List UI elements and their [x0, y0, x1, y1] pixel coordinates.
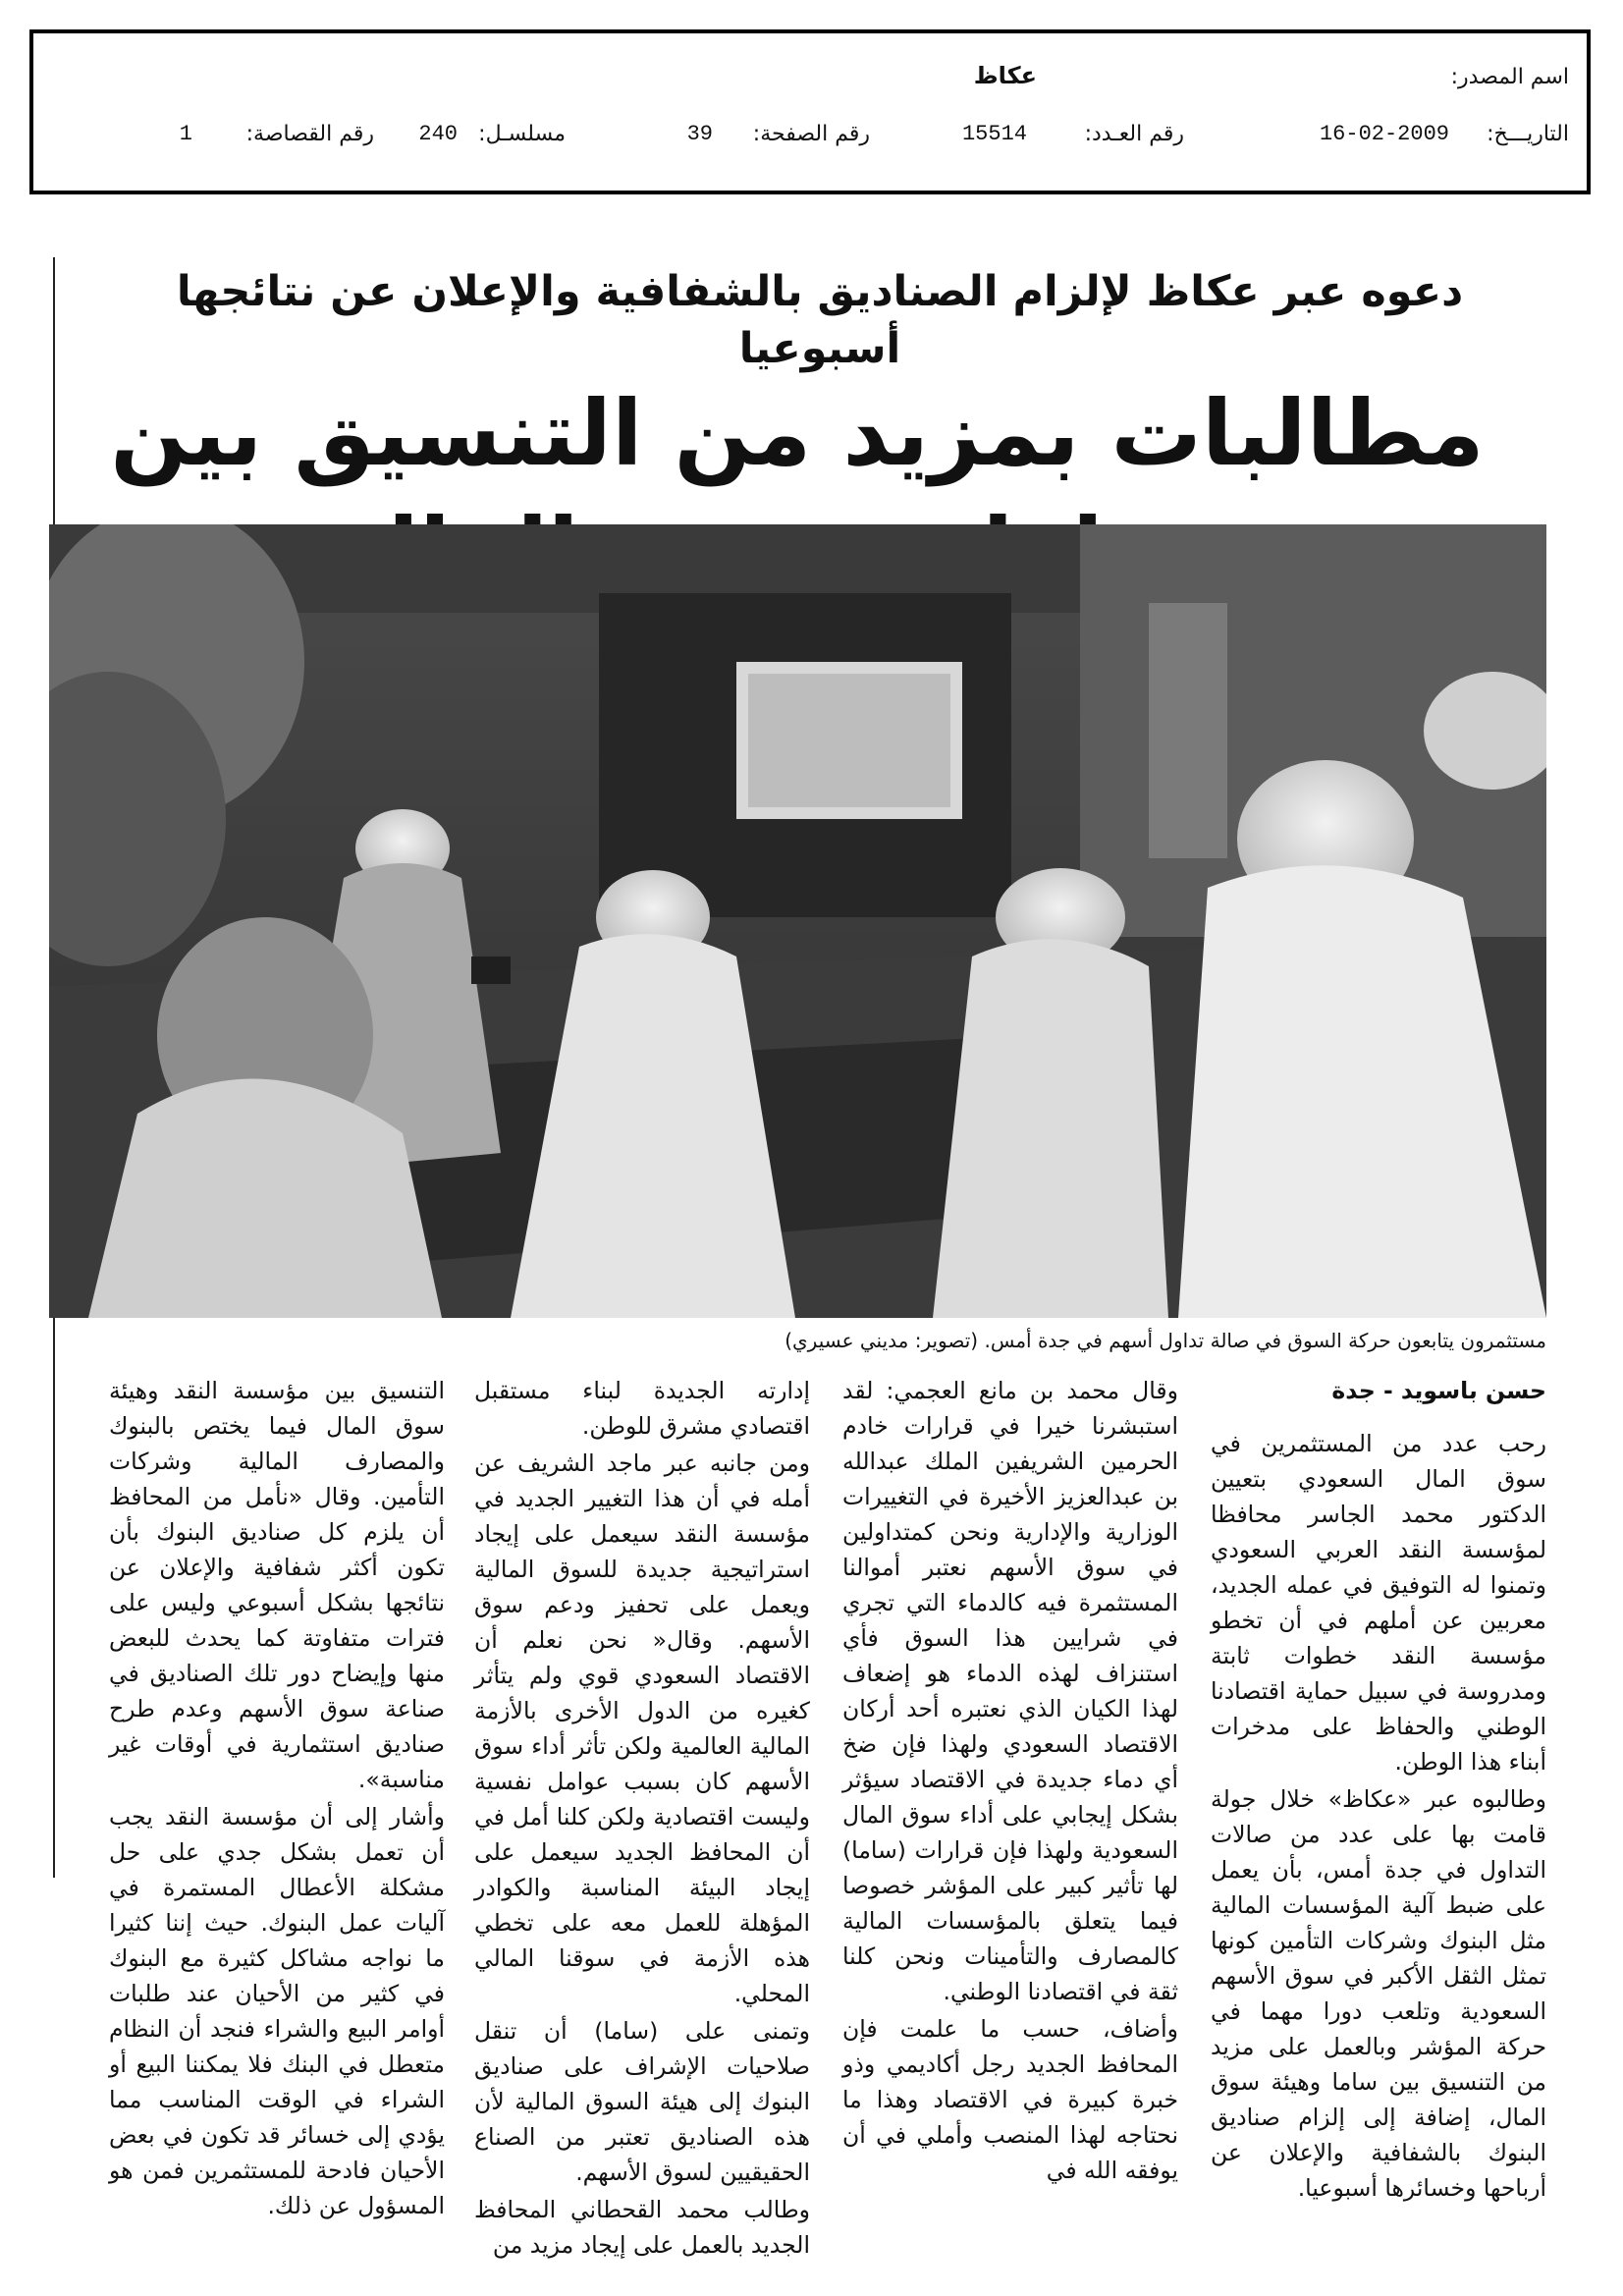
date-value: 16-02-2009: [1319, 122, 1449, 146]
source-value: عكاظ: [973, 62, 1037, 89]
article-column-2: [842, 1373, 1178, 2190]
serial-label: مسلسـل:: [478, 122, 566, 146]
paragraph: وطالب محمد القحطاني المحافظ الجديد بالعمل على إيجاد مزيد من: [474, 2196, 810, 2259]
paragraph: إدارته الجديدة لبناء مستقبل اقتصادي مشرق للوطن.: [474, 1377, 810, 1440]
page-value: 39: [686, 122, 713, 146]
article-kicker: دعوه عبر عكاظ لإلزام الصناديق بالشفافية والإعلان عن نتائجها أسبوعيا: [176, 267, 1464, 373]
paragraph: التنسيق بين مؤسسة النقد وهيئة سوق المال فيما يختص بالبنوك والمصارف المالية وشركات التأمين. وقال «نأمل من المحافظ أن يلزم كل صناديق البنوك بأن تكون أكثر شفافية والإعلان عن نتائجها بشكل أسبوعي وليس على فترات متفاوتة كما يحدث للبعض منها وإيضاح دور تلك الصناديق في صناعة سوق الأسهم وعدم طرح صناديق استثمارية في أوقات غير مناسبة».: [109, 1377, 445, 1793]
source-label: اسم المصدر:: [1450, 65, 1569, 89]
paragraph: وطالبوه عبر «عكاظ» خلال جولة قامت بها على عدد من صالات التداول في جدة أمس، بأن يعمل على ضبط آلية المؤسسات المالية مثل البنوك وشركات التأمين كونها تمثل الثقل الأكبر في سوق الأسهم السعودية وتلعب دورا مهما في حركة المؤشر وبالعمل على مزيد من التنسيق بين ساما وهيئة سوق المال، إضافة إلى إلزام صناديق البنوك بالشفافية والإعلان عن أرباحها وخسائرها أسبوعيا.: [1211, 1785, 1546, 2202]
serial-value: 240: [418, 122, 458, 146]
issue-value: 15514: [961, 122, 1027, 146]
paragraph: وتمنى على (ساما) أن تنقل صلاحيات الإشراف على صناديق البنوك إلى هيئة السوق المالية لأن هذه الصناديق تعتبر من الصناع الحقيقيين لسوق الأسهم.: [474, 2017, 810, 2186]
article-column-4: [109, 1373, 445, 2225]
clipping-info-box: [29, 29, 1591, 194]
byline: حسن باسويد - جدة: [1331, 1377, 1546, 1404]
clip-value: 1: [179, 122, 192, 146]
paragraph: ومن جانبه عبر ماجد الشريف عن أمله في أن هذا التغيير الجديد في مؤسسة النقد سيعمل على إيجاد استراتيجية جديدة للسوق المالية ويعمل على تحفيز ودعم سوق الأسهم. وقال« نحن نعلم أن الاقتصاد السعودي قوي ولم يتأثر كغيره من الدول الأخرى بالأزمة المالية العالمية ولكن تأثر أداء سوق الأسهم كان بسبب عوامل نفسية وليست اقتصادية ولكن كلنا أمل في أن المحافظ الجديد سيعمل على إيجاد البيئة المناسبة والكوادر المؤهلة للعمل معه على تخطي هذه الأزمة في سوقنا المالي المحلي.: [474, 1449, 810, 2007]
page-label: رقم الصفحة:: [752, 122, 870, 146]
clip-label: رقم القصاصة:: [245, 122, 374, 146]
date-label: التاريـــخ:: [1487, 122, 1569, 146]
paragraph: رحب عدد من المستثمرين في سوق المال السعودي بتعيين الدكتور محمد الجاسر محافظا لمؤسسة النقد العربي السعودي وتمنوا له التوفيق في عمله الجديد، معربين عن أملهم في أن تخطو مؤسسة النقد خطوات ثابتة ومدروسة في سبيل حماية اقتصادنا الوطني والحفاظ على مدخرات أبناء هذا الوطن.: [1211, 1430, 1546, 1776]
article-headline: مطالبات بمزيد من التنسيق بين: [110, 381, 1485, 486]
paragraph: وأضاف، حسب ما علمت فإن المحافظ الجديد رجل أكاديمي وذو خبرة كبيرة في الاقتصاد وهذا ما نحتاجه لهذا المنصب وأملي في أن يوفقه الله في: [842, 2015, 1178, 2184]
photo-caption: مستثمرون يتابعون حركة السوق في صالة تداول أسهم في جدة أمس. (تصوير: مديني عسيري): [784, 1329, 1546, 1352]
paragraph: وقال محمد بن مانع العجمي: لقد استبشرنا خيرا في قرارات خادم الحرمين الشريفين الملك عبدالله بن عبدالعزيز الأخيرة في التغييرات الوزارية والإدارية ونحن كمتداولين في سوق الأسهم نعتبر أموالنا المستثمرة فيه كالدماء التي تجري في شرايين هذا السوق فأي استنزاف لهذه الدماء هو إضعاف لهذا الكيان الذي نعتبره أحد أركان الاقتصاد السعودي ولهذا فإن ضخ أي دماء جديدة في الاقتصاد سيؤثر بشكل إيجابي على أداء سوق المال السعودية ولهذا فإن قرارات (ساما) لها تأثير كبير على المؤشر خصوصا فيما يتعلق بالمؤسسات المالية كالمصارف والتأمينات ونحن كلنا ثقة في اقتصادنا الوطني.: [842, 1377, 1178, 2005]
issue-label: رقم العـدد:: [1084, 122, 1184, 146]
trading-hall-photo: [49, 524, 1546, 1318]
article-photo: [49, 524, 1546, 1318]
article-column-3: [474, 1373, 810, 2265]
article-column-1: [1211, 1373, 1546, 2208]
paragraph: وأشار إلى أن مؤسسة النقد يجب أن تعمل بشكل جدي على حل مشكلة الأعطال المستمرة في آليات عمل البنوك. حيث إننا كثيرا ما نواجه مشاكل كثيرة مع البنوك في كثير من الأحيان عند طلبات أوامر البيع والشراء فنجد أن النظام متعطل في البنك فلا يمكننا البيع أو الشراء في الوقت المناسب مما يؤدي إلى خسائر قد تكون في بعض الأحيان فادحة للمستثمرين فمن هو المسؤول عن ذلك.: [109, 1803, 445, 2219]
